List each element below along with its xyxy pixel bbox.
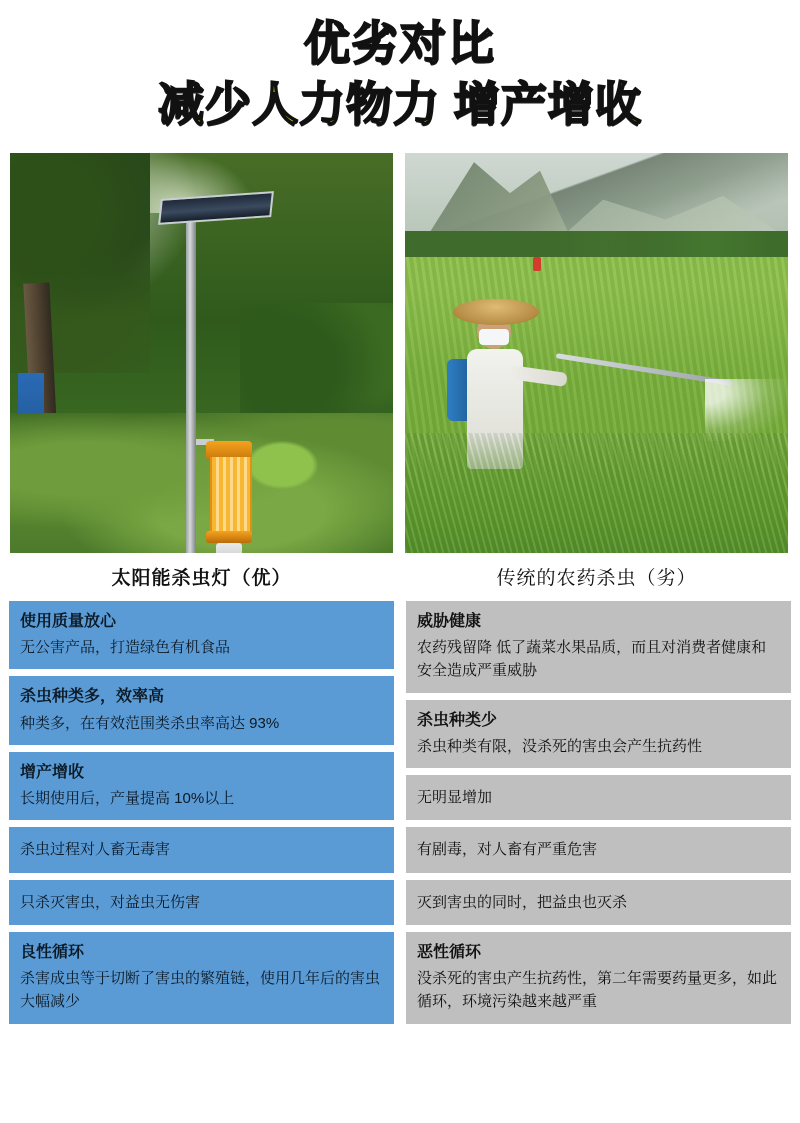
photo-row [10,153,790,553]
caption-solar-lamp: 太阳能杀虫灯（优） [111,568,292,590]
table-row [8,826,395,873]
table-row [8,751,395,821]
row-text: 杀虫种类有限，没杀死的害虫会产生抗药性 [417,737,703,755]
lamp-grid-body [210,457,252,535]
row-heading: 杀虫种类多，效率高 [20,688,165,706]
poster-header [0,0,800,133]
row-text: 无明显增加 [417,789,493,807]
table-row [8,931,395,1025]
table-row [405,931,792,1025]
lamp-base-ring [206,531,252,543]
table-row [8,600,395,670]
page-subtitle: 减少人力物力 增产增收 [158,77,642,130]
solar-insect-lamp-photo [10,153,393,553]
row-heading: 良性循环 [20,943,85,961]
row-heading: 恶性循环 [417,943,482,961]
foreground-rice [405,433,788,553]
row-heading: 威胁健康 [417,613,482,631]
row-text: 没杀死的害虫产生抗药性，第二年需要药量更多，如此循环，环境污染越来越严重 [417,970,778,1011]
table-row [8,879,395,926]
row-text: 农药残留降 低了蔬菜水果品质，而且对消费者健康和安全造成严重威胁 [417,639,767,680]
row-text: 杀虫过程对人畜无毒害 [20,841,171,859]
foreground-leaf [246,441,318,489]
face-mask [479,329,509,345]
table-row [8,675,395,745]
row-text: 灭到害虫的同时，把益虫也灭杀 [417,893,628,911]
insect-collection-cup [216,543,242,553]
page-title: 优劣对比 [304,17,496,69]
orchard-ground [10,413,393,553]
row-heading: 使用质量放心 [20,613,117,631]
table-row [405,826,792,873]
row-heading: 杀虫种类少 [417,711,498,729]
lamp-pole [186,215,196,553]
caption-pesticide: 传统的农药杀虫（劣） [496,568,697,590]
straw-hat [453,299,539,325]
comparison-table [8,600,792,1025]
table-row [405,774,792,821]
table-row [405,879,792,926]
row-text: 长期使用后，产量提高 10%以上 [20,790,235,808]
column-captions [10,563,790,590]
table-row [405,699,792,769]
column-solar-lamp [8,600,395,1025]
column-pesticide [405,600,792,1025]
pesticide-mist [705,379,785,441]
row-text: 无公害产品，打造绿色有机食品 [20,639,231,657]
row-heading: 增产增收 [20,763,85,781]
row-text: 有剧毒，对人畜有严重危害 [417,841,598,859]
distant-person [533,257,541,271]
pesticide-spraying-photo [405,153,788,553]
row-text: 只杀灭害虫，对益虫无伤害 [20,893,201,911]
row-text: 种类多，在有效范围类杀虫率高达 93% [20,714,280,732]
table-row [405,600,792,694]
row-text: 杀害成虫等于切断了害虫的繁殖链，使用几年后的害虫大幅减少 [20,970,381,1011]
